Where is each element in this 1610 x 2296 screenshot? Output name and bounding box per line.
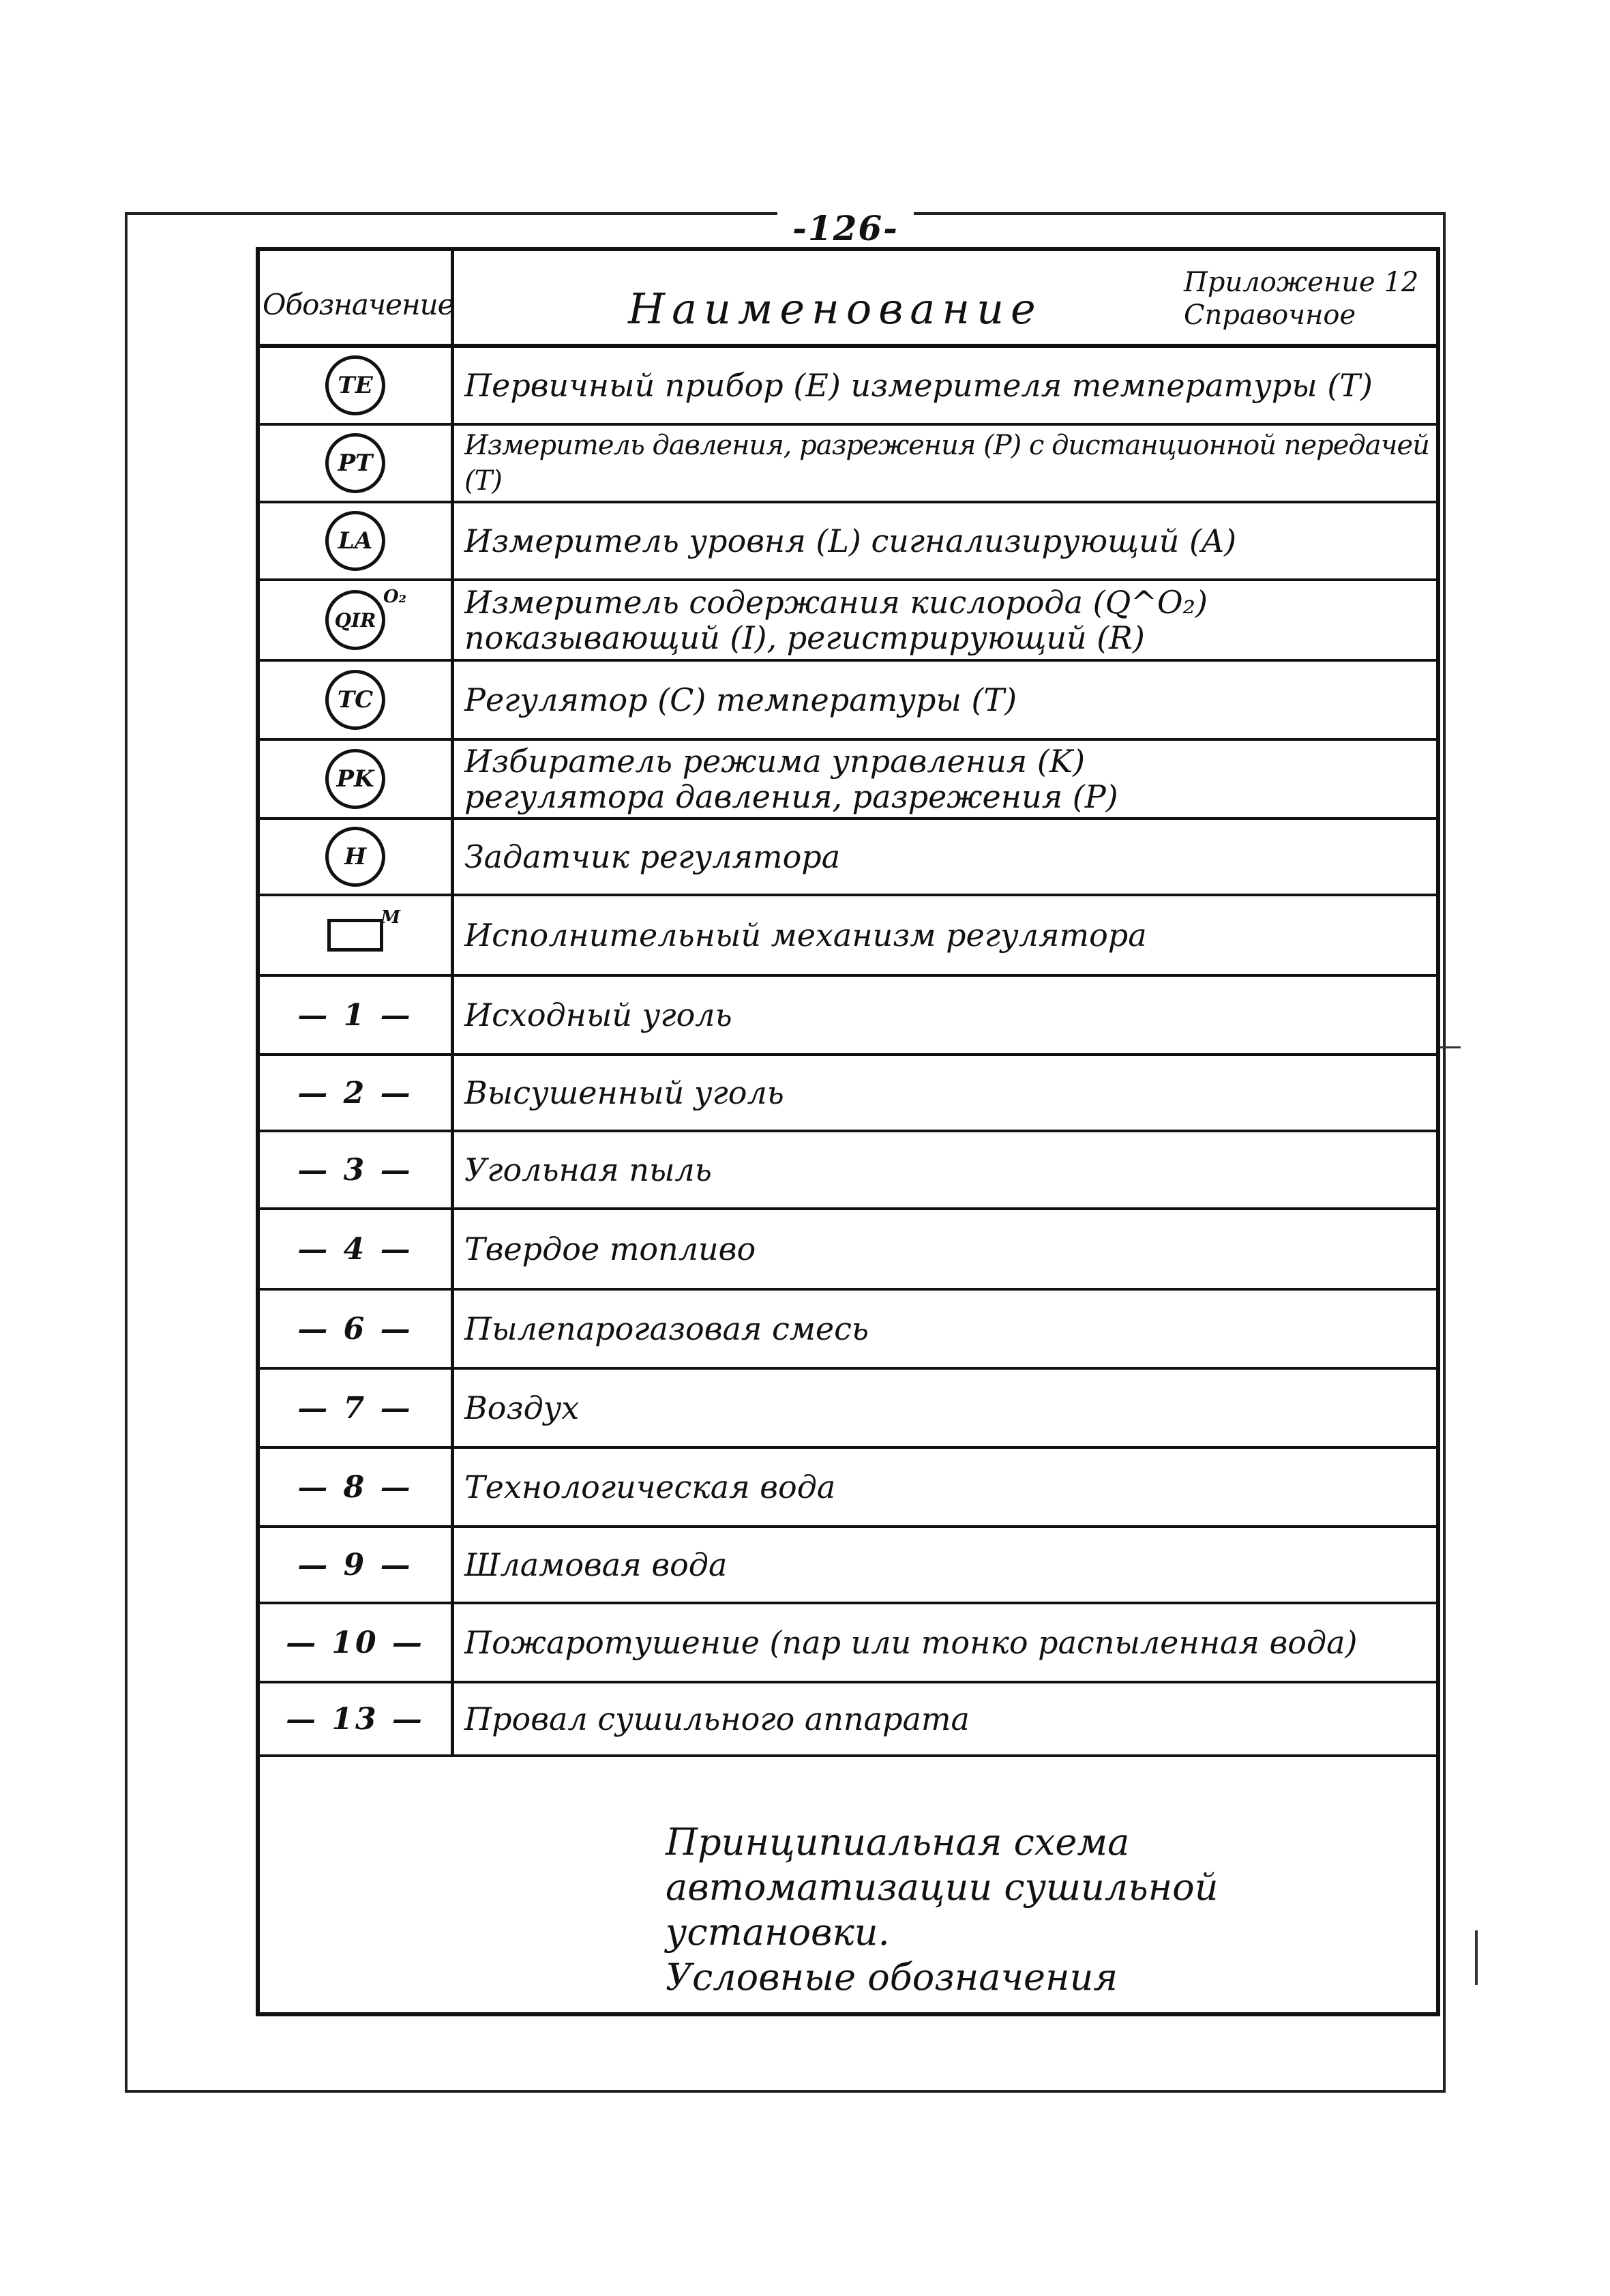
table-row <box>260 1370 1436 1449</box>
table-row <box>260 1132 1436 1210</box>
drawing-title-line-4: Условные обозначения <box>666 1956 1118 1999</box>
row-name-line-1: Избиратель режима управления (K) <box>464 743 1086 780</box>
table-row <box>260 503 1436 581</box>
legend-table <box>256 247 1440 2016</box>
drawing-title-line-2: автоматизации сушильной <box>666 1866 1219 1909</box>
table-row <box>260 662 1436 741</box>
instrument-symbol <box>325 433 385 493</box>
pipeline-symbol: — 1 — <box>297 997 413 1033</box>
pipeline-symbol: — 4 — <box>297 1231 413 1267</box>
row-name: Задатчик регулятора <box>464 838 841 875</box>
drawing-title-line-3: установки. <box>666 1911 890 1954</box>
table-row <box>260 1604 1436 1683</box>
row-name: Провал сушильного аппарата <box>464 1701 970 1737</box>
row-name: Исполнительный механизм регулятора <box>464 917 1147 954</box>
header-name: Наименование <box>628 284 1043 334</box>
symbol-superscript: M <box>381 907 400 928</box>
table-row <box>260 348 1436 426</box>
drawing-title-line-1: Принципиальная схема <box>666 1821 1130 1864</box>
row-name: Угольная пыль <box>464 1151 712 1188</box>
table-row <box>260 426 1436 503</box>
actuator-symbol <box>327 907 400 952</box>
row-name: Технологическая вода <box>464 1469 836 1505</box>
table-row <box>260 581 1436 662</box>
instrument-symbol <box>325 749 385 809</box>
pipeline-symbol: — 9 — <box>297 1547 413 1583</box>
row-name: Измеритель уровня (L) сигнализирующий (A) <box>464 523 1237 559</box>
instrument-symbol <box>325 355 385 415</box>
row-name: Пылепарогазовая смесь <box>464 1310 869 1347</box>
symbol-code: QIR <box>334 608 376 632</box>
symbol-code: PK <box>336 765 374 793</box>
symbol-code: H <box>344 843 367 870</box>
table-row <box>260 896 1436 977</box>
row-name: Шламовая вода <box>464 1546 728 1583</box>
header-appendix <box>1184 266 1418 332</box>
row-name: Измеритель давления, разрежения (P) с дистанционной передачей (T) <box>464 430 1429 497</box>
table-row <box>260 1210 1436 1291</box>
pipeline-symbol: — 3 — <box>297 1152 413 1188</box>
page-number: -126- <box>777 208 914 248</box>
instrument-symbol <box>325 511 385 571</box>
margin-mark <box>1475 1930 1478 1985</box>
row-name: Первичный прибор (E) измерителя температуры (T) <box>464 367 1373 404</box>
table-row <box>260 741 1436 820</box>
pipeline-symbol: — 10 — <box>286 1625 425 1660</box>
symbol-superscript: O₂ <box>383 587 406 607</box>
pipeline-symbol: — 2 — <box>297 1075 413 1110</box>
row-name: Исходный уголь <box>464 997 732 1033</box>
table-row <box>260 1683 1436 1757</box>
pipeline-symbol: — 7 — <box>297 1390 413 1426</box>
symbol-code: TC <box>337 686 374 713</box>
pipeline-symbol: — 13 — <box>286 1701 425 1737</box>
instrument-symbol <box>325 827 385 887</box>
row-name: Твердое топливо <box>464 1231 756 1267</box>
row-name: Воздух <box>464 1389 580 1426</box>
table-row <box>260 1291 1436 1370</box>
margin-mark <box>1440 1046 1461 1048</box>
row-name: Высушенный уголь <box>464 1074 784 1111</box>
drawing-title <box>666 1820 1218 2000</box>
symbol-code: PT <box>338 450 373 477</box>
table-row <box>260 1056 1436 1132</box>
instrument-symbol <box>325 670 385 730</box>
row-name-line-1: Измеритель содержания кислорода (Q^O₂) <box>464 584 1208 621</box>
row-name: Пожаротушение (пар или тонко распыленная вода) <box>464 1624 1358 1661</box>
row-name: Регулятор (C) температуры (T) <box>464 681 1017 718</box>
appendix-number: Приложение 12 <box>1184 267 1419 298</box>
row-name-line-2: показывающий (I), регистрирующий (R) <box>464 619 1145 656</box>
instrument-symbol <box>325 587 406 650</box>
symbol-code: TE <box>338 372 373 399</box>
pipeline-symbol: — 6 — <box>297 1311 413 1346</box>
table-row <box>260 1528 1436 1604</box>
symbol-code: LA <box>338 527 373 555</box>
row-name-line-2: регулятора давления, разрежения (P) <box>464 778 1118 815</box>
table-row <box>260 977 1436 1056</box>
table-row <box>260 1449 1436 1528</box>
table-header <box>260 251 1436 348</box>
header-designation: Обозначение <box>263 288 454 321</box>
table-row <box>260 820 1436 896</box>
pipeline-symbol: — 8 — <box>297 1469 413 1505</box>
appendix-type: Справочное <box>1184 299 1356 331</box>
